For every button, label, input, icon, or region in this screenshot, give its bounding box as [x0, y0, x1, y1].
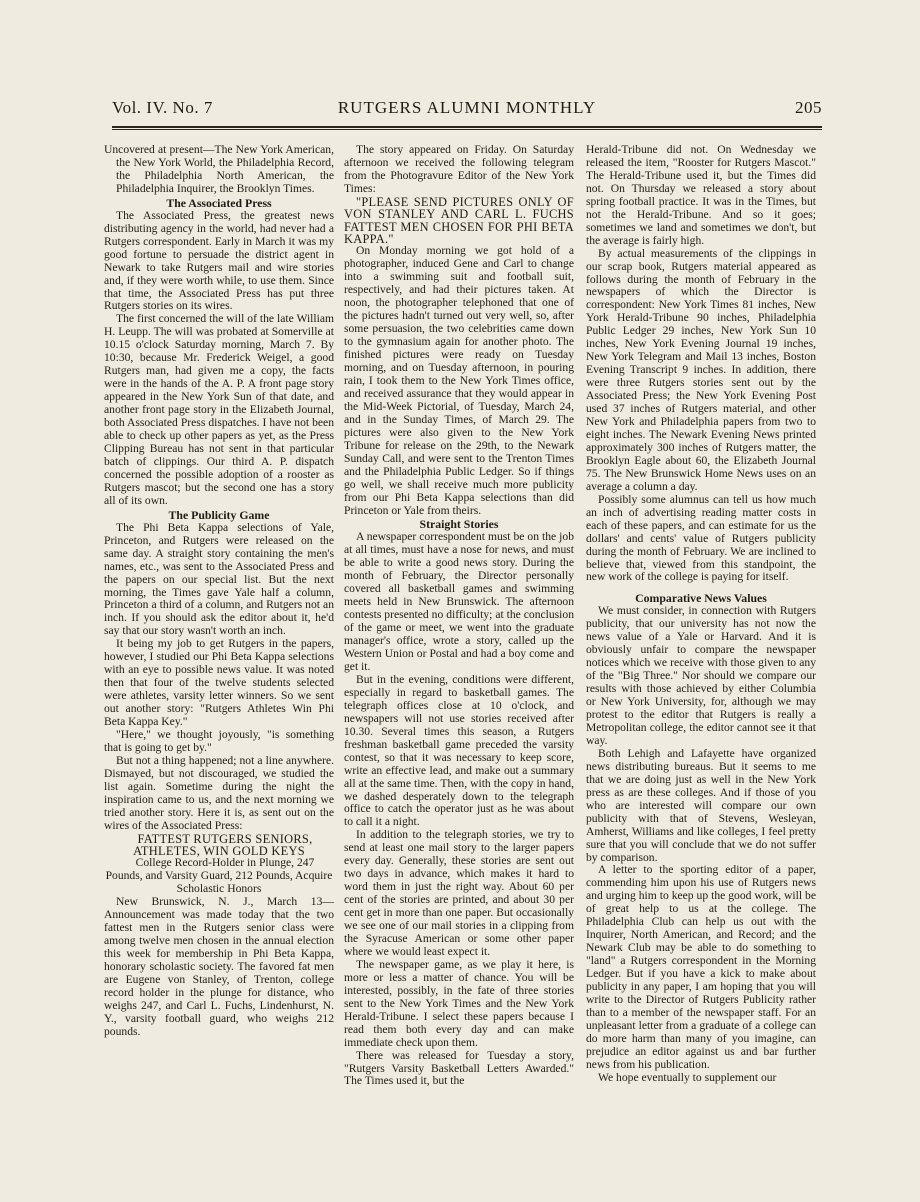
- paragraph: In addition to the telegraph stories, we try to send at least one mail story to the larger papers every day. Generally, these stories are sent out two days in advance, which makes it hard to word them in just the right way. About 60 per cent of the stories are printed, and about 30 per cent get in more than one paper. But occasionally we see one of our mail stories in a clipping from the Syracuse American or some other paper where we would least expect it.: [344, 828, 574, 958]
- paragraph: It being my job to get Rutgers in the papers, however, I studied our Phi Beta Kappa selections with an eye to possible news value. It was noted then that four of the twelve students selected were athletes, varsity letter winners. So we sent out another story: "Rutgers Athletes Win Phi Beta Kappa Key.": [104, 637, 334, 729]
- paragraph: Both Lehigh and Lafayette have organized news distributing bureaus. But it seems to me that we are doing just as well in the New York press as are these colleges. And if those of you who are interested will compare our own publicity with that of Stevens, Wesleyan, Amherst, Williams and like colleges, I feel pretty sure that you will conclude that we do not suffer by comparison.: [586, 746, 816, 864]
- column-3: [586, 144, 816, 1085]
- paragraph: The Associated Press, the greatest news distributing agency in the world, had never had a Rutgers correspondent. Early in March it was my good fortune to persuade the district agent in Newark to take Rutgers mail and wire stories and, if they were worth while, to use them. Since that time, the Associated Press has put three Rutgers stories on its wires.: [104, 208, 334, 313]
- volume-number: Vol. IV. No. 7: [112, 98, 213, 117]
- paragraph: On Monday morning we got hold of a photographer, induced Gene and Carl to change into a swimming suit and football suit, respectively, and had their pictures taken. At noon, the photographer telephoned that one of the pictures hadn't turned out very well, so, after some persuasion, the two celebrities came down to the gymnasium again for another photo. The finished pictures were ready on Tuesday morning, and on Tuesday afternoon, in pouring rain, I took them to the New York Times office, and received assurance that they would appear in the Mid-Week Pictorial, of Tuesday, March 24, and in the Sunday Times, of March 29. The pictures were also given to the New York Tribune for release on the 29th, to the Newark Sunday Call, and were sent to the Trenton Times and the Philadelphia Public Ledger. So if things go well, we shall receive much more publicity from our Phi Beta Kappa selections than did Princeton or Yale from theirs.: [344, 244, 574, 517]
- section-heading-associated-press: The Associated Press: [166, 195, 272, 210]
- paragraph: A letter to the sporting editor of a paper, commending him upon his use of Rutgers news and urging him to keep up the good work, will be of great help to us at the college. The Philadelphia Club can help us out with the Inquirer, North American, and Record; and the Newark Club may be able to do something to "land" a Rutgers correspondent in the Morning Ledger. But if you have a kick to make about publicity in any paper, I am hoping that you will write to the Director of Rutgers Publicity rather than to a member of the newspaper staff. For an unpleasant letter from a graduate of a college can do more harm than many of you imagine, can prejudice an editor against us and bar further news from his publication.: [586, 863, 816, 1071]
- paragraph: A newspaper correspondent must be on the job at all times, must have a nose for news, and must be able to write a good news story. During the month of February, the Director personally covered all basketball games and swimming meets held in New Brunswick. The afternoon contests presented no difficulty; at the conclusion of the game or meet, we went into the graduate manager's office, wrote a story, called up the Western Union or Postal and had a boy come and get it.: [344, 530, 574, 673]
- header-rule-thin: [112, 129, 822, 130]
- paragraph: But not a thing happened; not a line anywhere. Dismayed, but not discouraged, we studied the list again. Sometime during the night the inspiration came to us, and the next morning we tried another story. Here it is, as sent out on the wires of the Associated Press:: [104, 753, 334, 832]
- paragraph: We hope eventually to supplement our: [598, 1070, 777, 1084]
- paragraph-uncovered: Uncovered at present—The New York American, the New York World, the Philadelphia Record, the Philadelphia North American, the Philadelphia Inquirer, the Brooklyn Times.: [104, 143, 334, 195]
- paragraph: By actual measurements of the clippings in our scrap book, Rutgers material appeared as follows during the month of February in the newspapers of which the Director is correspondent: New York Times 81 inches, New York Herald-Tribune 90 inches, Philadelphia Public Ledger 29 inches, New York Sun 10 inches, New York Evening Journal 19 inches, New York Telegram and Mail 13 inches, Boston Evening Transcript 9 inches. In addition, there were three Rutgers stories sent out by the Associated Press; the New York Evening Post used 37 inches of Rutgers material, and other New York and Philadelphia papers from two to eight inches. The Newark Evening News printed approximately 300 inches of Rutgers matter, the Brooklyn Eagle about 60, the Elizabeth Journal 75. The New Brunswick Home News uses on an average a column a day.: [586, 246, 816, 493]
- header-rule: [112, 126, 822, 128]
- paragraph: We must consider, in connection with Rutgers publicity, that our university has not now the news value of a Yale or Harvard. And it is obviously unfair to compare the newspaper notices which we receive with those given to any of the "Big Three." Nor should we compare our results with those achieved by either Columbia or New York University, for, although we may protest to the editor that Rutgers is really a Metropolitan college, the editor cannot see it that way.: [586, 604, 816, 747]
- dispatch-headline: FATTEST RUTGERS SENIORS, ATHLETES, WIN GOLD KEYS: [133, 831, 313, 859]
- paragraph: The first concerned the will of the late William H. Leupp. The will was probated at Somerville at 10.15 o'clock Saturday morning, March 7. By 10:30, because Mr. Frederick Weigel, a good Rutgers man, had given me a copy, the facts were in the hands of the A. P. A front page story appeared in the New York Sun of that date, and another front page story in the Elizabeth Journal, both Associated Press dispatches. I have not been able to check up other papers as yet, as the Press Clipping Bureau has not sent in that particular batch of clippings. Our third A. P. dispatch concerned the possible adoption of a rooster as Rutgers mascot; but the second one has a story all of its own.: [104, 312, 334, 507]
- page-number: 205: [795, 98, 822, 117]
- section-heading-straight-stories: Straight Stories: [419, 517, 499, 532]
- paragraph: Herald-Tribune did not. On Wednesday we released the item, "Rooster for Rutgers Mascot." The Herald-Tribune used it, but the Times did not. On Thursday we released a story about spring football practice. It was in the Times, but not the Herald-Tribune. And so it goes; sometimes we land and sometimes we don't, but the average is fairly high.: [586, 143, 816, 247]
- section-heading-publicity-game: The Publicity Game: [168, 507, 270, 522]
- paragraph: The newspaper game, as we play it here, is more or less a matter of chance. You will be interested, possibly, in the fate of three stories sent to the New York Times and the New York Herald-Tribune. I select these papers because I read them both every day and can make immediate check upon them.: [344, 957, 574, 1049]
- paragraph: The story appeared on Friday. On Saturday afternoon we received the following telegram from the Photogravure Editor of the New York Times:: [344, 143, 574, 195]
- paragraph: The Phi Beta Kappa selections of Yale, Princeton, and Rutgers were released on the same day. A straight story containing the men's names, etc., was sent to the Associated Press and the papers on our special list. But the next morning, the Times gave Yale half a column, Princeton a third of a column, and Rutgers not an inch. If you should ask the editor about it, he'd say that our story wasn't worth an inch.: [104, 520, 334, 638]
- publication-title: RUTGERS ALUMNI MONTHLY: [337, 98, 597, 117]
- column-1: [104, 144, 334, 1039]
- dispatch-body: New Brunswick, N. J., March 13—Announcement was made today that the two fattest men in the Rutgers senior class were among twelve men chosen in the annual election this week for membership in Phi Beta Kappa, honorary scholastic society. The favored fat men are Eugene von Stanley, of Trenton, college record holder in the plunge for distance, who weighs 247, and Carl L. Fuchs, Lindenhurst, N. Y., varsity football guard, who weighs 212 pounds.: [104, 895, 334, 1038]
- paragraph: "Here," we thought joyously, "is something that is going to get by.": [104, 727, 334, 754]
- dispatch-subhead: College Record-Holder in Plunge, 247 Pounds, and Varsity Guard, 212 Pounds, Acquire Scholastic Honors: [105, 856, 333, 896]
- running-header: [112, 98, 822, 124]
- paragraph: There was released for Tuesday a story, "Rutgers Varsity Basketball Letters Awarded." The Times used it, but the: [344, 1048, 574, 1088]
- paragraph: But in the evening, conditions were different, especially in regard to basketball games. The telegraph offices close at 10 o'clock, and newspapers will not use stories received after 10.30. Several times this season, a Rutgers freshman basketball game preceded the varsity contest, so that it was necessary to keep score, write an effective lead, and make out a summary all at the same time. Then, with the copy in hand, we dashed desperately down to the telegraph office to catch the operator just as he was about to call it a night.: [344, 672, 574, 829]
- column-2: [344, 144, 574, 1088]
- section-heading-comparative-news-values: Comparative News Values: [635, 591, 767, 606]
- telegram-text: "PLEASE SEND PICTURES ONLY OF VON STANLEY AND CARL L. FUCHS FATTEST MEN CHOSEN FOR PHI BETA KAPPA.": [344, 194, 574, 247]
- paragraph: Possibly some alumnus can tell us how much an inch of advertising reading matter costs in each of these papers, and can estimate for us the dollars' and cents' value of Rutgers publicity during the month of February. We are inclined to believe that, viewed from this standpoint, the new work of the college is paying for itself.: [586, 492, 816, 584]
